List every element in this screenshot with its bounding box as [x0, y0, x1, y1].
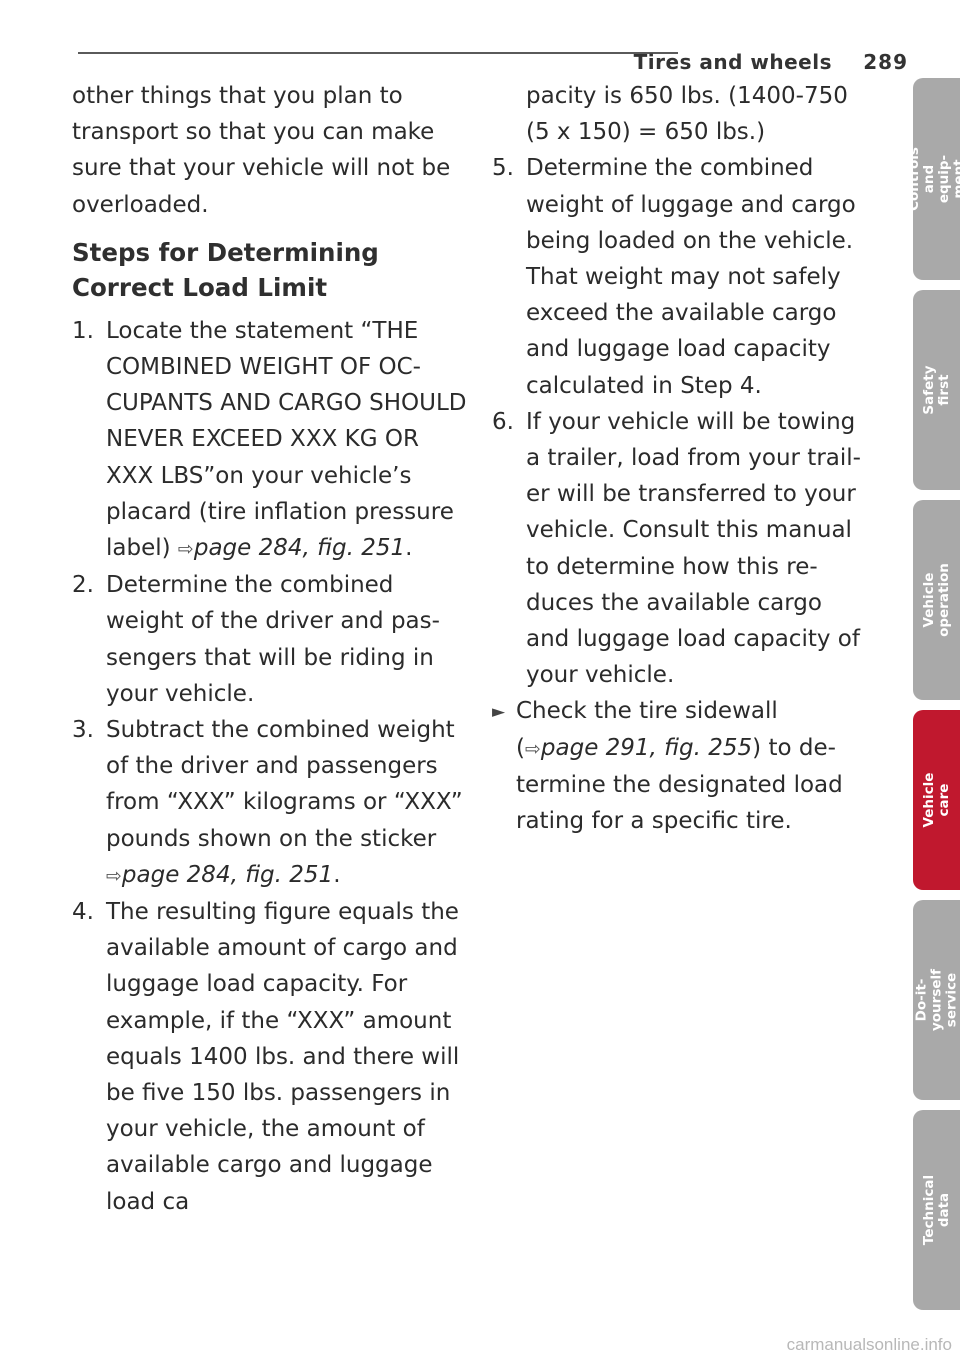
step-text: Determine the combined weight of luggage and cargo being loaded on the vehicle. That weight may not safely exceed the available cargo and luggage load capacity calculated in Step 4. — [526, 155, 856, 399]
tab-label: Safety first — [920, 365, 952, 415]
tab-label: Technical data — [920, 1174, 952, 1246]
arrow-right-icon: ⇨ — [177, 538, 194, 561]
arrow-right-icon: ⇨ — [106, 864, 122, 887]
step-number: 5. — [492, 155, 514, 182]
left-column — [72, 78, 472, 1220]
step-4-continued — [492, 78, 862, 150]
step-2 — [72, 567, 472, 712]
step-text: Subtract the combined weight of the driver and passengers from “XXX” kilograms or “XXX” pounds shown on the sticker — [106, 717, 463, 852]
step-text: Determine the combined weight of the driver and passengers that will be riding in your vehicle. — [106, 572, 440, 707]
triangle-bullet-icon: ► — [492, 702, 506, 723]
step-4 — [72, 894, 472, 1220]
tab-do-it-yourself-service[interactable] — [913, 900, 960, 1100]
tab-vehicle-care[interactable] — [913, 710, 960, 890]
tab-label: Vehicle care — [920, 772, 952, 828]
page-header — [78, 44, 908, 80]
step-5 — [492, 150, 862, 403]
section-heading — [72, 235, 472, 305]
page-reference-link[interactable]: page 284, fig. 251 — [121, 861, 334, 888]
page-reference-link[interactable]: page 284, fig. 251 — [193, 535, 406, 562]
tab-controls-and-equipment[interactable] — [905, 78, 967, 280]
tab-safety-first[interactable] — [913, 290, 960, 490]
step-number: 1. — [72, 317, 94, 344]
step-text: pacity is 650 lbs. (1400-750 (5 x 150) = 650 lbs.) — [526, 83, 848, 146]
step-3: 3. Subtract the combined weight of the driver and passengers from “XXX” kilograms or “XXX” pounds shown on the sticker ⇨page 284, fig. 251. — [72, 712, 472, 894]
step-number: 2. — [72, 572, 94, 599]
watermark: carmanualsonline.info — [786, 1335, 952, 1354]
step-6 — [492, 404, 862, 694]
intro-paragraph: other things that you plan to transport so that you can make sure that your vehicle will not be overloaded. — [72, 83, 451, 218]
page-reference-link[interactable]: page 291, fig. 255 — [540, 734, 753, 761]
step-number: 6. — [492, 408, 514, 435]
arrow-right-icon: ⇨ — [524, 737, 541, 760]
step-text: If your vehicle will be towing a trailer, load from your trailer will be transferred to your vehicle. Consult this manual to determine how this reduces the available cargo and luggage load capacity of your vehicle. — [526, 408, 861, 689]
tab-vehicle-operation[interactable] — [913, 500, 960, 700]
section-heading-line2: Correct Load Limit — [72, 272, 328, 302]
right-column — [492, 78, 862, 839]
bullet-item: ► Check the tire sidewall (⇨page 291, fig. 255) to determine the designated load rating for a specific tire. — [492, 693, 862, 839]
tab-label: Do-it-yourself service — [913, 968, 959, 1032]
page-number: 289 — [863, 50, 908, 74]
step-number: 4. — [72, 899, 94, 926]
step-text: The resulting figure equals the available amount of cargo and luggage load capacity. For example, if the “XXX” amount equals 1400 lbs. and there will be five 150 lbs. passengers in your vehicle, the amount of available cargo and luggage load ca — [106, 899, 460, 1215]
header-title: Tires and wheels — [633, 50, 832, 74]
tab-technical-data[interactable] — [913, 1110, 960, 1310]
step-1: 1. Locate the statement “THE COMBINED WEIGHT OF OCCUPANTS AND CARGO SHOULD NEVER EXCEED XXX KG OR XXX LBS”on your vehicle’s placard (tire inflation pressure label) ⇨page 284, fig. 251. — [72, 313, 472, 567]
section-heading-line1: Steps for Determining — [72, 237, 379, 267]
step-text: Locate the statement “THE COMBINED WEIGHT OF OCCUPANTS AND CARGO SHOULD NEVER EXCEED XXX KG OR XXX LBS”on your vehicle’s placard (tire inflation pressure label) — [106, 317, 467, 562]
bullet-text: Check the tire sidewall ( — [516, 698, 778, 761]
tab-label: Controls and equip- ment — [905, 147, 967, 211]
step-number: 3. — [72, 717, 94, 744]
tab-label: Vehicle operation — [920, 563, 952, 637]
header-rule — [78, 52, 678, 54]
